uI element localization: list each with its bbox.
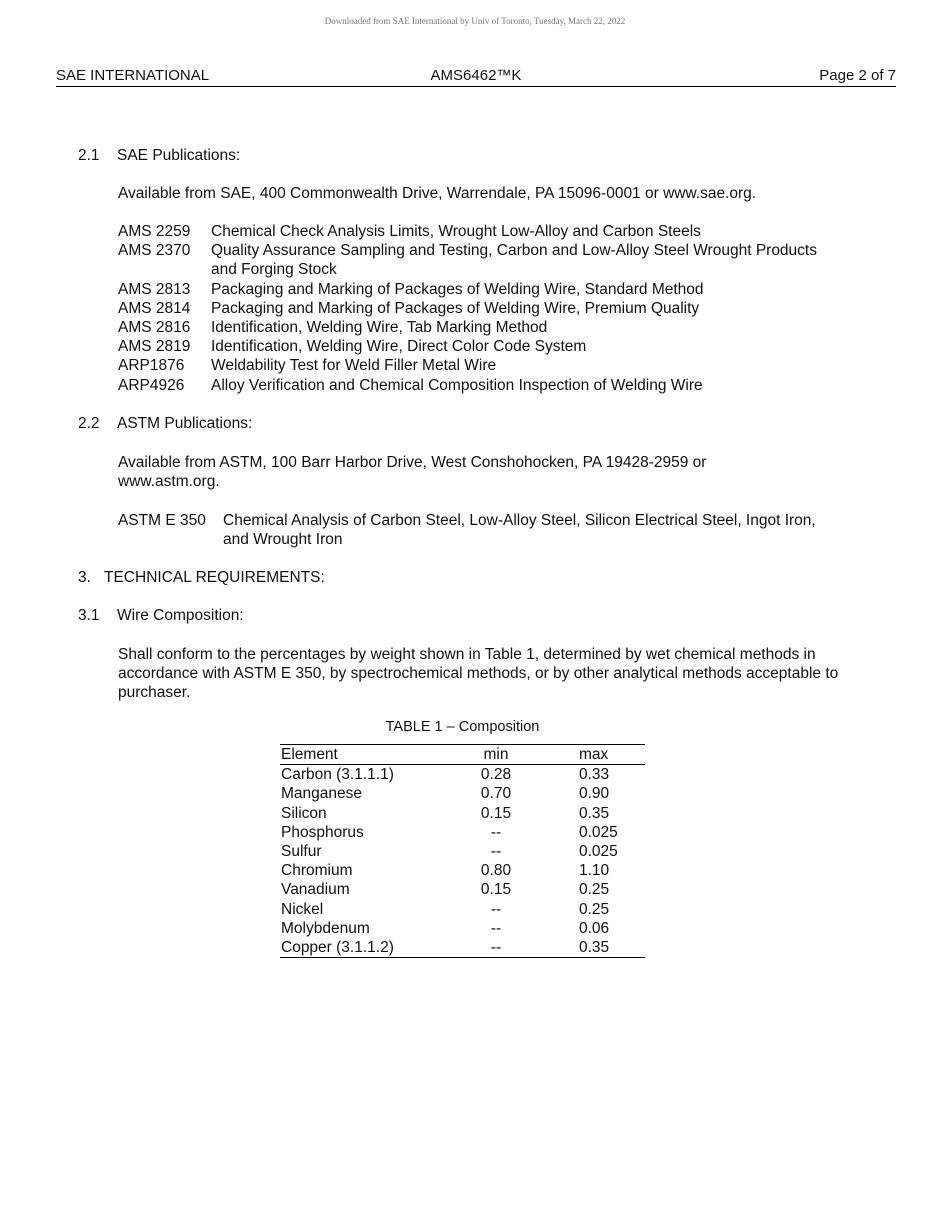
reference-title: Quality Assurance Sampling and Testing, Carbon and Low-Alloy Steel Wrought Products and Forging Stock bbox=[211, 242, 817, 279]
composition-table bbox=[280, 744, 645, 958]
section-title-wire-composition: Wire Composition: bbox=[117, 607, 244, 624]
min-cell: 0.28 bbox=[480, 766, 512, 784]
min-cell: 0.70 bbox=[480, 785, 512, 803]
reference-code: AMS 2259 bbox=[118, 223, 191, 240]
reference-code: AMS 2814 bbox=[118, 299, 191, 317]
section-title-sae-publications: SAE Publications: bbox=[117, 147, 241, 164]
table-caption: TABLE 1 – Composition bbox=[385, 719, 540, 735]
table-row bbox=[280, 938, 645, 958]
min-cell: -- bbox=[490, 919, 502, 937]
sae-availability-text: Available from SAE, 400 Commonwealth Drive, Warrendale, PA 15096-0001 or www.sae.org. bbox=[118, 185, 757, 202]
download-watermark: Downloaded from SAE International by Univ of Toronto, Tuesday, March 22, 2022 bbox=[324, 16, 626, 26]
header-doc-number: AMS6462™K bbox=[430, 67, 522, 84]
max-cell: 0.35 bbox=[579, 804, 610, 822]
element-cell: Molybdenum bbox=[281, 919, 370, 937]
element-cell: Copper (3.1.1.2) bbox=[281, 939, 394, 957]
min-cell: 0.80 bbox=[480, 862, 512, 880]
astm-reference-item bbox=[118, 511, 838, 549]
reference-code: ARP1876 bbox=[118, 357, 185, 375]
reference-item bbox=[118, 337, 818, 356]
max-cell: 1.10 bbox=[579, 862, 610, 880]
min-cell: -- bbox=[490, 939, 502, 957]
section-number-2-1: 2.1 bbox=[78, 147, 100, 164]
element-cell: Manganese bbox=[281, 785, 363, 803]
max-cell: 0.06 bbox=[579, 919, 610, 937]
reference-item bbox=[118, 299, 818, 318]
min-cell: 0.15 bbox=[480, 804, 512, 822]
section-title-technical-requirements: TECHNICAL REQUIREMENTS: bbox=[104, 569, 325, 586]
table-row bbox=[280, 880, 645, 899]
element-cell: Vanadium bbox=[281, 881, 350, 899]
element-cell: Silicon bbox=[281, 804, 327, 822]
element-cell: Chromium bbox=[281, 862, 353, 880]
max-cell: 0.25 bbox=[579, 881, 610, 899]
table-row bbox=[280, 919, 645, 938]
reference-code: AMS 2813 bbox=[118, 280, 191, 298]
max-cell: 0.33 bbox=[579, 766, 610, 784]
table-row bbox=[280, 765, 645, 785]
element-cell: Nickel bbox=[281, 900, 324, 918]
min-cell: 0.15 bbox=[480, 881, 512, 899]
sae-reference-list bbox=[118, 222, 818, 395]
max-cell: 0.025 bbox=[579, 823, 618, 841]
column-header-max: max bbox=[579, 746, 609, 763]
reference-item bbox=[118, 318, 818, 337]
reference-item bbox=[118, 280, 818, 299]
element-cell: Phosphorus bbox=[281, 823, 364, 841]
page-header bbox=[56, 66, 896, 87]
reference-title: Alloy Verification and Chemical Composition Inspection of Welding Wire bbox=[211, 376, 703, 394]
reference-item bbox=[118, 222, 818, 241]
wire-composition-text: Shall conform to the percentages by weight shown in Table 1, determined by wet chemical methods in accordance with ASTM E 350, by spectrochemical methods, or by other analytical methods acceptable to purchaser. bbox=[118, 646, 839, 702]
table-row bbox=[280, 784, 645, 803]
section-title-astm-publications: ASTM Publications: bbox=[117, 415, 253, 432]
element-cell: Sulfur bbox=[281, 843, 322, 861]
reference-title: Weldability Test for Weld Filler Metal Wire bbox=[211, 357, 497, 375]
table-row bbox=[280, 804, 645, 823]
min-cell: -- bbox=[490, 823, 502, 841]
astm-availability-text: Available from ASTM, 100 Barr Harbor Drive, West Conshohocken, PA 19428-2959 or www.astm.org. bbox=[118, 454, 707, 491]
reference-code: AMS 2370 bbox=[118, 242, 191, 260]
reference-code: ARP4926 bbox=[118, 376, 185, 394]
max-cell: 0.025 bbox=[579, 843, 618, 861]
column-header-min: min bbox=[483, 746, 509, 763]
section-number-3-1: 3.1 bbox=[78, 607, 100, 624]
header-page-number: Page 2 of 7 bbox=[819, 67, 896, 84]
section-number-2-2: 2.2 bbox=[78, 415, 100, 432]
reference-title: Chemical Check Analysis Limits, Wrought Low-Alloy and Carbon Steels bbox=[211, 223, 701, 240]
max-cell: 0.25 bbox=[579, 900, 610, 918]
reference-item bbox=[118, 241, 818, 279]
column-header-element: Element bbox=[281, 746, 338, 763]
table-row bbox=[280, 861, 645, 880]
max-cell: 0.90 bbox=[579, 785, 610, 803]
section-number-3: 3. bbox=[78, 569, 91, 586]
table-row bbox=[280, 842, 645, 861]
reference-title: Identification, Welding Wire, Direct Color Code System bbox=[211, 338, 587, 356]
reference-title: Packaging and Marking of Packages of Welding Wire, Standard Method bbox=[211, 280, 704, 298]
reference-title: Identification, Welding Wire, Tab Marking Method bbox=[211, 319, 548, 337]
max-cell: 0.35 bbox=[579, 939, 610, 957]
reference-code: ASTM E 350 bbox=[118, 512, 206, 529]
header-organization: SAE INTERNATIONAL bbox=[56, 67, 210, 84]
min-cell: -- bbox=[490, 900, 502, 918]
table-header-row bbox=[280, 745, 645, 765]
reference-code: AMS 2819 bbox=[118, 338, 191, 356]
reference-title: Chemical Analysis of Carbon Steel, Low-Alloy Steel, Silicon Electrical Steel, Ingot Iron, and Wrought Iron bbox=[223, 512, 816, 549]
table-row bbox=[280, 823, 645, 842]
min-cell: -- bbox=[490, 843, 502, 861]
reference-title: Packaging and Marking of Packages of Welding Wire, Premium Quality bbox=[211, 299, 700, 317]
reference-item bbox=[118, 376, 818, 395]
table-row bbox=[280, 900, 645, 919]
reference-item bbox=[118, 356, 818, 375]
element-cell: Carbon (3.1.1.1) bbox=[281, 766, 394, 784]
reference-code: AMS 2816 bbox=[118, 319, 191, 337]
